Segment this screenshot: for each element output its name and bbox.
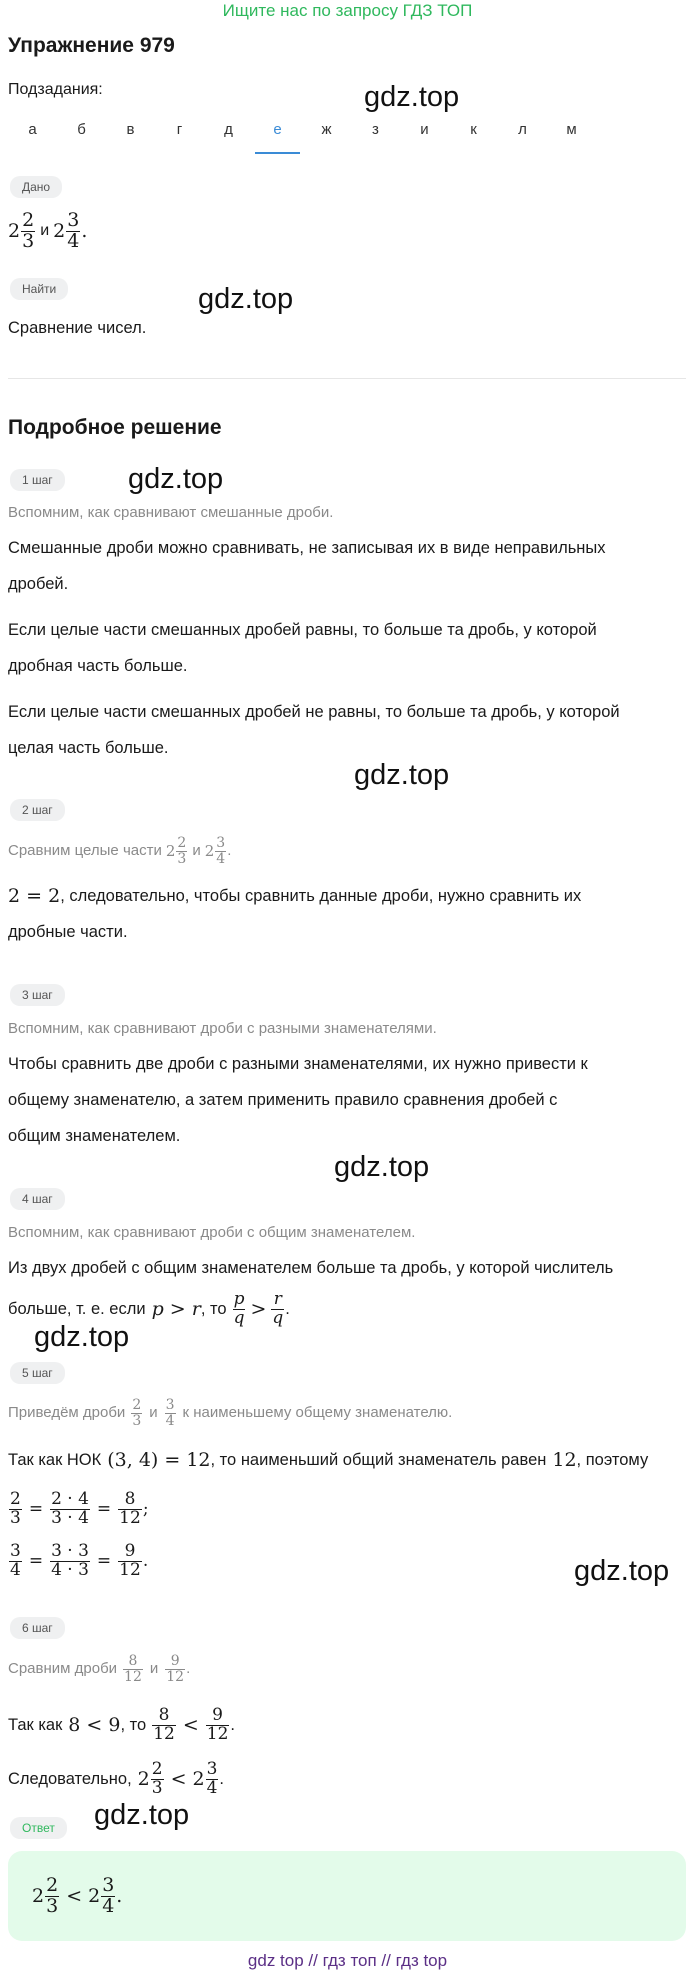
step-5-l1-mid: , то наименьший общий знаменатель равен: [210, 1451, 547, 1469]
step-6-a-den: 3: [151, 1777, 163, 1798]
eq1-end: ;: [142, 1499, 149, 1519]
watermark: gdz.top: [364, 81, 460, 113]
top-banner: Ищите нас по запросу ГДЗ ТОП: [222, 1, 473, 20]
step-6-hint-n1: 8: [123, 1654, 143, 1670]
step-6-hint-prefix: Сравним дроби: [8, 1660, 118, 1677]
watermark: gdz.top: [128, 463, 224, 495]
given-b-whole: 2: [53, 220, 66, 242]
step-6-l2-prefix: Следовательно,: [8, 1770, 132, 1788]
step-3-line2: общему знаменателю, а затем применить правило сравнения дробей с: [8, 1091, 558, 1109]
step-5-hint-b-num: 3: [165, 1396, 175, 1413]
step-5-hint: [8, 1388, 452, 1438]
step-3-line1: Чтобы сравнить две дроби с разными знаменателями, их нужно привести к: [8, 1055, 588, 1073]
answer-box: [8, 1851, 686, 1941]
step-6-n2: 9: [206, 1707, 230, 1726]
step-2-line2: дробные части.: [8, 923, 128, 941]
step-3-hint: Вспомним, как сравнивают дроби с разными знаменателями.: [8, 1020, 437, 1037]
step-6-hint-d2: 12: [166, 1668, 185, 1685]
step-5-hint-prefix: Приведём дроби: [8, 1404, 126, 1421]
tab-z[interactable]: з: [372, 121, 379, 138]
answer-badge: Ответ: [10, 1817, 67, 1839]
given-conj: и: [40, 222, 50, 239]
step-6-line2: [8, 1754, 224, 1804]
step-1-badge: 1 шаг: [10, 469, 65, 491]
step-4-p: p: [233, 1288, 245, 1309]
find-badge: Найти: [10, 278, 68, 300]
step-6-lt2: <: [170, 1768, 187, 1790]
footer-links[interactable]: gdz top // гдз топ // гдз top: [247, 1951, 448, 1970]
subtasks-label: Подзадания:: [8, 81, 103, 98]
step-5-hint-suffix: к наименьшему общему знаменателю.: [182, 1404, 453, 1421]
step-6-hint-end: .: [186, 1660, 191, 1677]
step-2-a-num: 2: [177, 834, 187, 851]
step-5-conj: и: [149, 1404, 158, 1421]
tab-l[interactable]: л: [518, 121, 527, 138]
given-b-num: 3: [67, 208, 80, 231]
tab-zh[interactable]: ж: [321, 121, 332, 138]
step-6-l1-to: , то: [120, 1716, 147, 1734]
solution-title: Подробное решение: [8, 416, 222, 439]
step-5-l1-prefix: Так как НОК: [8, 1451, 102, 1469]
step-5-hint-a-num: 2: [132, 1396, 142, 1413]
step-2-hint: [8, 826, 231, 876]
eq1-d3: 12: [119, 1507, 141, 1528]
step-3-badge: 3 шаг: [10, 984, 65, 1006]
step-4-q2: q: [272, 1307, 284, 1328]
step-2-b-whole: 2: [204, 842, 215, 860]
eq2-d1: 4: [10, 1559, 21, 1580]
step-6-l1-prefix: Так как: [8, 1716, 63, 1734]
step-6-ineq: 8 < 9: [68, 1714, 121, 1736]
answer-b-num: 3: [102, 1873, 115, 1896]
tab-d[interactable]: д: [224, 121, 233, 138]
step-4-r: r: [271, 1291, 284, 1310]
step-6-d1: 12: [153, 1723, 175, 1744]
answer-a-den: 3: [46, 1894, 59, 1917]
step-1-hint: Вспомним, как сравнивают смешанные дроби.: [8, 504, 334, 521]
step-1-p3-line2: целая часть больше.: [8, 739, 169, 757]
eq2-d3: 12: [119, 1559, 141, 1580]
eq2-n3: 9: [118, 1543, 142, 1562]
divider: [8, 378, 686, 379]
given-a-num: 2: [22, 208, 35, 231]
step-5-eq2: $\frac{3}{4}$ = $\frac{3 \cdot 3}{4 \cdot 3}$ = $\frac{9}{12}$ .: [10, 1540, 149, 1580]
step-6-a-num: 2: [151, 1758, 163, 1779]
step-6-b-num: 3: [206, 1758, 218, 1779]
step-4-hint: Вспомним, как сравнивают дроби с общим знаменателем.: [8, 1224, 416, 1241]
step-6-conj: и: [149, 1660, 159, 1677]
step-2-hint-text: Сравним целые части: [8, 842, 162, 859]
eq1-n3: 8: [118, 1491, 142, 1510]
answer-end: .: [116, 1885, 123, 1907]
step-4-end: .: [285, 1300, 290, 1318]
watermark: gdz.top: [34, 1321, 130, 1353]
eq2-end: .: [142, 1551, 149, 1571]
answer-a-whole: 2: [32, 1885, 45, 1907]
eq2-d2: 4 · 3: [51, 1559, 89, 1580]
step-4-l2-prefix: больше, т. е. если: [8, 1300, 146, 1318]
step-1-p3-line1: Если целые части смешанных дробей не равны, то больше та дробь, у которой: [8, 703, 620, 721]
answer-b-whole: 2: [88, 1885, 101, 1907]
step-2-line1: [8, 878, 581, 914]
step-5-hint-a-den: 3: [132, 1412, 142, 1429]
given-end: .: [81, 220, 88, 242]
step-4-q: q: [233, 1307, 245, 1328]
tab-i[interactable]: и: [420, 121, 429, 138]
step-6-hint: [8, 1644, 190, 1694]
step-6-n1: 8: [152, 1707, 176, 1726]
tab-m[interactable]: м: [566, 121, 577, 138]
step-2-a-den: 3: [177, 850, 187, 867]
step-4-line1: Из двух дробей с общим знаменателем больше та дробь, у которой числитель: [8, 1259, 614, 1277]
step-6-b-whole: 2: [192, 1768, 205, 1790]
step-5-line1: [8, 1442, 648, 1478]
answer-a-num: 2: [46, 1873, 59, 1896]
step-1-p2-line1: Если целые части смешанных дробей равны, то больше та дробь, у которой: [8, 621, 597, 639]
eq1-n1: 2: [10, 1488, 21, 1509]
step-5-eq1: $\frac{2}{3}$ = $\frac{2 \cdot 4}{3 \cdot 4}$ = $\frac{8}{12}$ ;: [10, 1488, 149, 1528]
step-2-badge: 2 шаг: [10, 799, 65, 821]
step-5-lcd: 12: [552, 1449, 577, 1471]
step-2-end: .: [227, 842, 232, 859]
step-5-l1-suffix: , поэтому: [576, 1451, 649, 1469]
tab-e[interactable]: е: [253, 118, 302, 150]
step-1-p2-line2: дробная часть больше.: [8, 657, 188, 675]
step-6-d2: 12: [206, 1723, 229, 1744]
answer-expression: [32, 1869, 122, 1923]
step-5-nok: (3, 4) = 12: [107, 1449, 211, 1471]
watermark: gdz.top: [574, 1555, 670, 1587]
step-5-badge: 5 шаг: [10, 1362, 65, 1384]
subtask-tabs: [8, 118, 596, 150]
tab-g[interactable]: г: [176, 121, 183, 138]
watermark: gdz.top: [94, 1799, 190, 1831]
eq2-n2: 3 · 3: [51, 1540, 89, 1561]
step-2-b-den: 4: [216, 850, 226, 867]
step-4-badge: 4 шаг: [10, 1188, 65, 1210]
step-6-l2-end: .: [219, 1770, 225, 1788]
step-2-b-num: 3: [216, 834, 226, 851]
find-text: Сравнение чисел.: [8, 319, 147, 337]
eq1-d1: 3: [10, 1507, 21, 1528]
given-badge: Дано: [10, 176, 62, 198]
answer-lt: <: [66, 1885, 83, 1907]
step-2-equality: 2 = 2: [8, 885, 61, 907]
eq2-n1: 3: [10, 1540, 21, 1561]
step-2-conj: и: [192, 842, 201, 859]
eq1-d2: 3 · 4: [51, 1507, 89, 1528]
step-6-lt: <: [182, 1714, 199, 1736]
watermark: gdz.top: [354, 759, 450, 791]
watermark: gdz.top: [198, 283, 294, 315]
step-5-hint-b-den: 4: [165, 1412, 175, 1429]
step-1-p1-line1: Смешанные дроби можно сравнивать, не записывая их в виде неправильных: [8, 539, 606, 557]
step-4-to: , то: [200, 1300, 227, 1318]
step-1-p1-line2: дробей.: [8, 575, 69, 593]
tab-v[interactable]: в: [126, 121, 135, 138]
page-title: Упражнение 979: [8, 34, 175, 57]
step-2-a-whole: 2: [165, 842, 176, 860]
step-4-gt: >: [250, 1298, 267, 1320]
step-6-line1: [8, 1700, 235, 1750]
step-6-hint-d1: 12: [124, 1668, 142, 1685]
given-expression: [8, 206, 87, 256]
step-6-l1-end: .: [230, 1716, 235, 1734]
step-6-hint-n2: 9: [165, 1654, 185, 1670]
given-a-whole: 2: [8, 220, 21, 242]
given-b-den: 4: [67, 229, 80, 252]
tab-k[interactable]: к: [470, 121, 477, 138]
step-6-badge: 6 шаг: [10, 1617, 65, 1639]
given-a-den: 3: [22, 229, 35, 252]
watermark: gdz.top: [334, 1151, 430, 1183]
step-4-condition: p > r: [151, 1298, 201, 1320]
answer-b-den: 4: [102, 1894, 115, 1917]
step-2-text: , следовательно, чтобы сравнить данные дроби, нужно сравнить их: [60, 887, 582, 905]
tab-a[interactable]: а: [28, 121, 37, 138]
step-3-line3: общим знаменателем.: [8, 1127, 181, 1145]
step-6-a-whole: 2: [137, 1768, 150, 1790]
tab-b[interactable]: б: [77, 121, 86, 138]
eq1-n2: 2 · 4: [51, 1488, 89, 1509]
step-6-b-den: 4: [206, 1777, 218, 1798]
